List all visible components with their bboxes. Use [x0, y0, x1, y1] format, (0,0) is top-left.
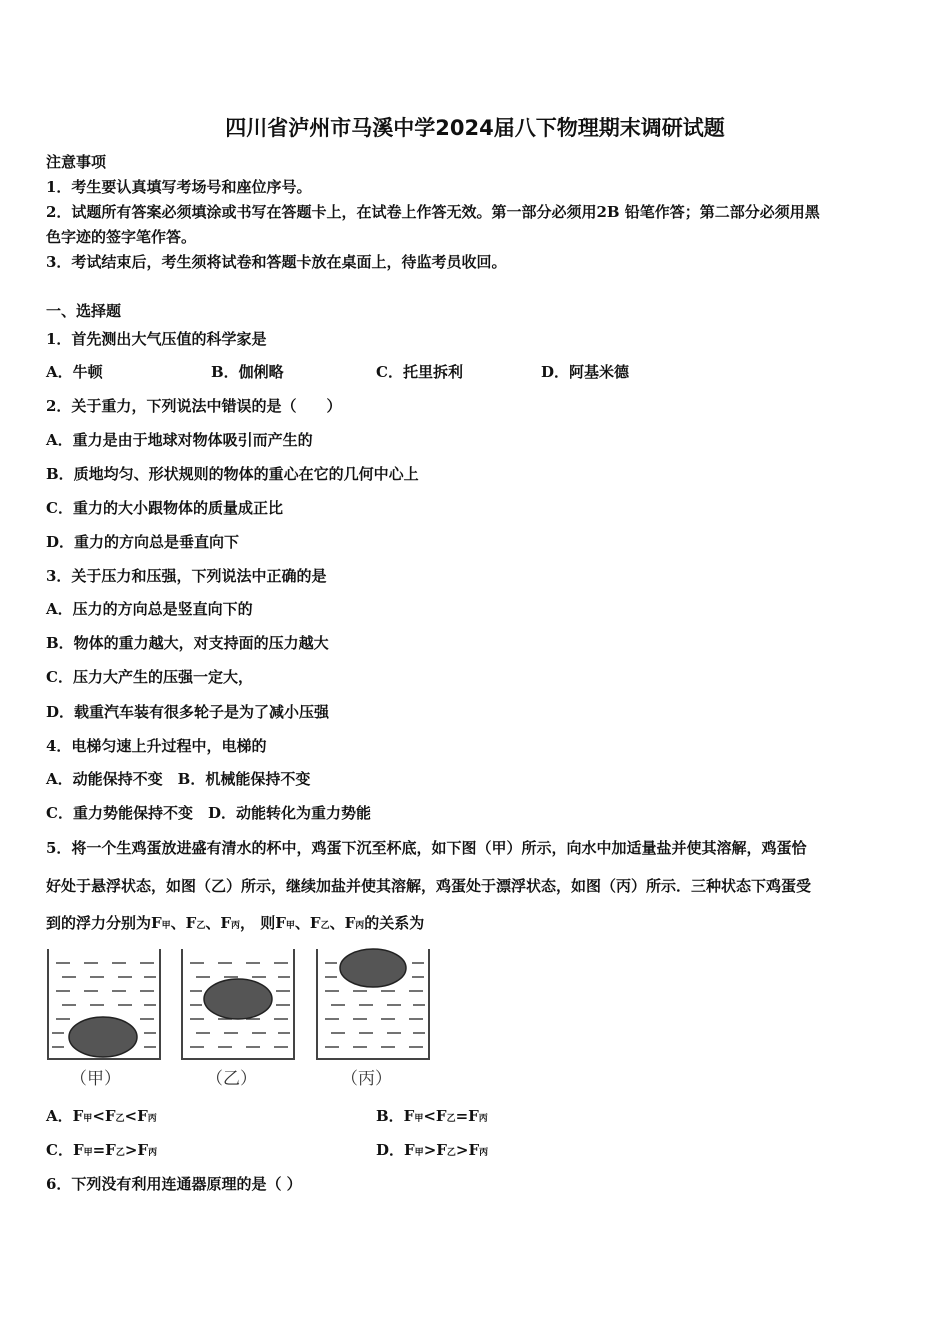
figure-label-jia: （甲）	[70, 1069, 121, 1089]
question-6-stem: 6．下列没有利用连通器原理的是（ ）	[46, 1175, 302, 1193]
question-5-stem-line-2: 好处于悬浮状态，如图（乙）所示，继续加盐并使其溶解，鸡蛋处于漂浮状态，如图（丙）所示．三种状态下鸡蛋受	[46, 877, 812, 895]
q2-option-a: A．重力是由于地球对物体吸引而产生的	[46, 431, 313, 449]
q3-option-d: D．载重汽车装有很多轮子是为了减小压强	[46, 703, 330, 721]
section-heading: 一、选择题	[46, 302, 122, 320]
q1-option-c: C．托里拆利	[376, 363, 463, 381]
question-5-stem-line-1: 5．将一个生鸡蛋放进盛有清水的杯中，鸡蛋下沉至杯底，如下图（甲）所示，向水中加适量盐并使其溶解，鸡蛋恰	[46, 839, 807, 857]
question-5-stem-line-3: 到的浮力分别为F甲、F乙、F丙， 则F甲、F乙、F丙的关系为	[46, 914, 425, 932]
q1-option-b: B．伽俐略	[211, 363, 284, 381]
notice-item: 3．考试结束后，考生须将试卷和答题卡放在桌面上，待监考员收回。	[46, 253, 507, 271]
page-title: 四川省泸州市马溪中学2024届八下物理期末调研试题	[225, 116, 725, 140]
q5-option-c: C．F甲=F乙>F丙	[46, 1141, 158, 1159]
question-1-stem: 1．首先测出大气压值的科学家是	[46, 330, 267, 348]
q2-option-b: B．质地均匀、形状规则的物体的重心在它的几何中心上	[46, 465, 419, 483]
notice-item: 2．试题所有答案必须填涂或书写在答题卡上，在试卷上作答无效。第一部分必须用2B 铅笔作答；第二部分必须用黑	[46, 203, 820, 221]
question-3-stem: 3．关于压力和压强，下列说法中正确的是	[46, 567, 327, 585]
q4-options-row-1: A．动能保持不变 B．机械能保持不变	[46, 770, 311, 788]
egg-yi	[204, 979, 272, 1019]
q3-option-c: C．压力大产生的压强一定大，	[46, 668, 253, 686]
q5-option-a: A．F甲<F乙<F丙	[46, 1107, 157, 1125]
question-2-stem: 2．关于重力，下列说法中错误的是（ ）	[46, 397, 342, 415]
egg-bing	[340, 949, 406, 987]
q2-option-d: D．重力的方向总是垂直向下	[46, 533, 240, 551]
notice-item: 色字迹的签字笔作答。	[46, 228, 197, 246]
q5-option-d: D．F甲>F乙>F丙	[376, 1141, 489, 1159]
q4-options-row-2: C．重力势能保持不变 D．动能转化为重力势能	[46, 804, 371, 822]
figure-label-yi: （乙）	[206, 1069, 257, 1089]
q3-option-a: A．压力的方向总是竖直向下的	[46, 600, 253, 618]
q1-option-d: D．阿基米德	[541, 363, 630, 381]
q2-option-c: C．重力的大小跟物体的质量成正比	[46, 499, 283, 517]
notice-item: 1．考生要认真填写考场号和座位序号。	[46, 178, 312, 196]
q5-option-b: B．F甲<F乙=F丙	[376, 1107, 488, 1125]
q3-option-b: B．物体的重力越大，对支持面的压力越大	[46, 634, 329, 652]
figure-label-bing: （丙）	[341, 1069, 392, 1089]
q1-option-a: A．牛顿	[46, 363, 103, 381]
egg-jia	[69, 1017, 137, 1057]
question-4-stem: 4．电梯匀速上升过程中，电梯的	[46, 737, 267, 755]
notice-heading: 注意事项	[46, 153, 107, 171]
